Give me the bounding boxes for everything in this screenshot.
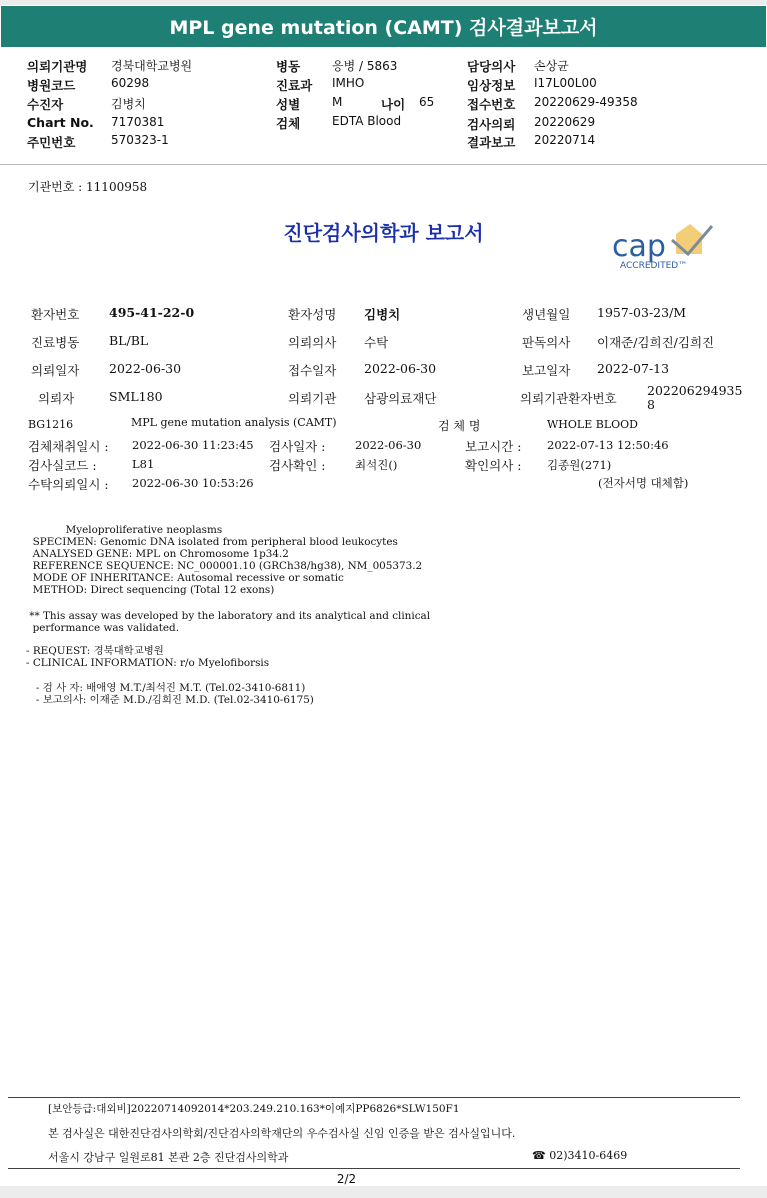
header-label: 검사의뢰: [467, 117, 516, 132]
electronic-signature-note: (전자서명 대체함): [598, 476, 689, 490]
cap-sub-text: ACCREDITED™: [620, 261, 688, 271]
patient-value: 1957-03-23/M: [597, 305, 687, 320]
header-label: 담당의사: [467, 59, 516, 74]
test-name: MPL gene mutation analysis (CAMT): [131, 416, 337, 429]
patient-name: 김병치: [364, 307, 401, 322]
header-label: 의뢰기관명: [27, 59, 88, 74]
patient-label: 판독의사: [522, 335, 571, 350]
patient-value: 2022-07-13: [597, 361, 670, 376]
header-label: 성별: [276, 97, 301, 112]
top-strip: [0, 0, 767, 5]
patient-value: 이재준/김희진/김희진: [597, 335, 715, 350]
test-label: 검사일자 :: [269, 439, 326, 454]
result-line: SPECIMEN: Genomic DNA isolated from peripheral blood leukocytes: [26, 536, 398, 548]
patient-label: 의뢰기관환자번호: [520, 391, 617, 406]
patient-value: SML180: [109, 389, 163, 404]
footer-divider: [8, 1168, 740, 1169]
header-label: 주민번호: [27, 135, 76, 150]
header-value: 응병 / 5863: [332, 59, 398, 73]
result-line: - 검 사 자: 배애영 M.T./최석진 M.T. (Tel.02-3410-6811): [26, 682, 306, 694]
patient-label: 환자번호: [31, 307, 80, 322]
test-value: 최석진(): [355, 458, 398, 472]
certification-note: 본 검사실은 대한진단검사의학회/진단검사의학재단의 우수검사실 신임 인증을 받은 검사실입니다.: [48, 1127, 516, 1140]
patient-label: 환자성명: [288, 307, 337, 322]
header-value: 김병치: [111, 97, 146, 111]
institution-number: 기관번호 : 11100958: [28, 180, 148, 194]
header-value: 65: [419, 95, 435, 109]
test-label: 보고시간 :: [465, 439, 522, 454]
header-label: Chart No.: [27, 115, 94, 130]
test-value: 2022-06-30 11:23:45: [132, 438, 254, 452]
header-value: 경북대학교병원: [111, 59, 193, 73]
lab-address: 서울시 강남구 일원로81 본관 2층 진단검사의학과: [48, 1151, 289, 1164]
patient-id: 495-41-22-0: [109, 305, 195, 320]
test-value: L81: [132, 457, 155, 471]
result-line: - CLINICAL INFORMATION: r/o Myelofiborsis: [26, 657, 270, 669]
patient-value: 2022-06-30: [364, 361, 437, 376]
header-value: 20220629: [534, 115, 596, 129]
patient-label: 의뢰자: [38, 391, 75, 406]
result-line: ** This assay was developed by the laboratory and its analytical and clinical: [26, 610, 431, 622]
patient-label: 보고일자: [522, 363, 571, 378]
report-banner: [1, 6, 766, 47]
patient-label: 진료병동: [31, 335, 80, 350]
specimen-value: WHOLE BLOOD: [547, 418, 638, 431]
test-value: 김종원(271): [547, 458, 612, 472]
test-value: 2022-07-13 12:50:46: [547, 438, 669, 452]
test-code: BG1216: [28, 418, 74, 431]
lab-phone: ☎ 02)3410-6469: [532, 1149, 628, 1162]
test-label: 수탁의뢰일시 :: [28, 477, 109, 492]
result-line: MODE OF INHERITANCE: Autosomal recessive or somatic: [26, 572, 344, 584]
header-value: 20220629-49358: [534, 95, 638, 109]
header-label: 나이: [381, 97, 406, 112]
specimen-label: 검 체 명: [438, 419, 481, 433]
header-value: 60298: [111, 76, 150, 90]
bottom-strip: [0, 1186, 767, 1198]
patient-value: 수탁: [364, 335, 389, 350]
patient-label: 생년월일: [522, 307, 571, 322]
test-label: 검체채취일시 :: [28, 439, 109, 454]
test-label: 검사확인 :: [269, 458, 326, 473]
header-value: 570323-1: [111, 133, 169, 147]
page-number: 2/2: [336, 1172, 357, 1186]
patient-label: 의뢰일자: [31, 363, 80, 378]
result-line: Myeloproliferative neoplasms: [26, 524, 223, 536]
test-label: 확인의사 :: [465, 458, 522, 473]
report-title: 진단검사의학과 보고서: [283, 221, 484, 245]
header-value: EDTA Blood: [332, 114, 402, 128]
header-label: 검체: [276, 116, 301, 131]
cap-text: cap: [612, 229, 666, 264]
patient-value: 202206294935: [647, 383, 743, 398]
header-label: 접수번호: [467, 97, 516, 112]
test-label: 검사실코드 :: [28, 458, 97, 473]
patient-label: 접수일자: [288, 363, 337, 378]
result-line: ANALYSED GENE: MPL on Chromosome 1p34.2: [26, 548, 289, 560]
header-divider: [0, 164, 767, 165]
result-line: REFERENCE SEQUENCE: NC_000001.10 (GRCh38/hg38), NM_005373.2: [26, 560, 423, 572]
result-line: - REQUEST: 경북대학교병원: [26, 645, 164, 657]
header-value: 손상균: [534, 59, 569, 73]
test-value: 2022-06-30 10:53:26: [132, 476, 254, 490]
header-value: M: [332, 95, 343, 109]
footer-divider: [8, 1097, 740, 1098]
cap-accredited-logo: [610, 220, 722, 272]
test-value: 2022-06-30: [355, 438, 422, 452]
header-value: IMHO: [332, 76, 365, 90]
security-line: [보안등급:대외비]20220714092014*203.249.210.163*이예지PP6826*SLW150F1: [48, 1103, 460, 1115]
header-label: 병동: [276, 59, 301, 74]
header-label: 병원코드: [27, 78, 76, 93]
header-label: 결과보고: [467, 135, 516, 150]
header-label: 수진자: [27, 97, 64, 112]
header-label: 진료과: [276, 78, 313, 93]
result-line: - 보고의사: 이재준 M.D./김희진 M.D. (Tel.02-3410-6175): [26, 694, 314, 706]
patient-value: 2022-06-30: [109, 361, 182, 376]
patient-value: BL/BL: [109, 333, 149, 348]
header-value: I17L00L00: [534, 76, 597, 90]
result-line: performance was validated.: [26, 622, 180, 634]
patient-label: 의뢰기관: [288, 391, 337, 406]
header-label: 임상정보: [467, 78, 516, 93]
patient-value: 8: [647, 397, 655, 412]
header-value: 20220714: [534, 133, 596, 147]
header-value: 7170381: [111, 115, 165, 129]
patient-value: 삼광의료재단: [364, 391, 437, 406]
banner-title: MPL gene mutation (CAMT) 검사결과보고서: [169, 17, 598, 39]
result-line: METHOD: Direct sequencing (Total 12 exons): [26, 584, 275, 596]
patient-label: 의뢰의사: [288, 335, 337, 350]
